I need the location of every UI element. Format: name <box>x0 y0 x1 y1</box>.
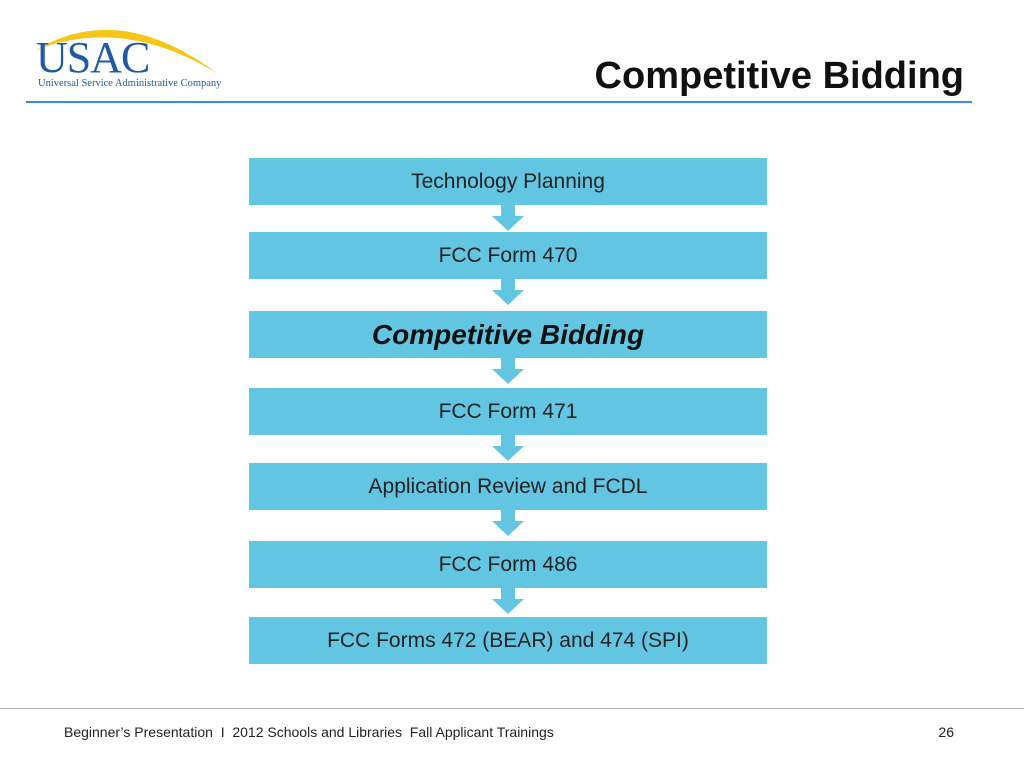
title-divider <box>26 101 972 103</box>
page-title: Competitive Bidding <box>594 55 964 97</box>
flow-arrow-down-icon <box>492 433 524 461</box>
flow-step-5: Application Review and FCDL <box>249 463 767 510</box>
footer-text: Beginner’s Presentation I 2012 Schools and Libraries Fall Applicant Trainings <box>64 724 554 740</box>
flow-step-6: FCC Form 486 <box>249 541 767 588</box>
flow-arrow-down-icon <box>492 356 524 384</box>
flow-arrow-down-icon <box>492 586 524 614</box>
flow-arrow-down-icon <box>492 508 524 536</box>
flow-step-7: FCC Forms 472 (BEAR) and 474 (SPI) <box>249 617 767 664</box>
usac-logo <box>30 12 230 92</box>
flow-arrow-down-icon <box>492 203 524 231</box>
flow-step-1: Technology Planning <box>249 158 767 205</box>
flow-step-3: Competitive Bidding <box>249 311 767 358</box>
footer-divider <box>0 708 1024 709</box>
flow-step-2: FCC Form 470 <box>249 232 767 279</box>
flow-arrow-down-icon <box>492 277 524 305</box>
page-number: 26 <box>938 724 954 740</box>
logo-subtitle: Universal Service Administrative Company <box>38 78 222 89</box>
logo-wordmark: USAC <box>36 33 150 82</box>
flow-step-4: FCC Form 471 <box>249 388 767 435</box>
